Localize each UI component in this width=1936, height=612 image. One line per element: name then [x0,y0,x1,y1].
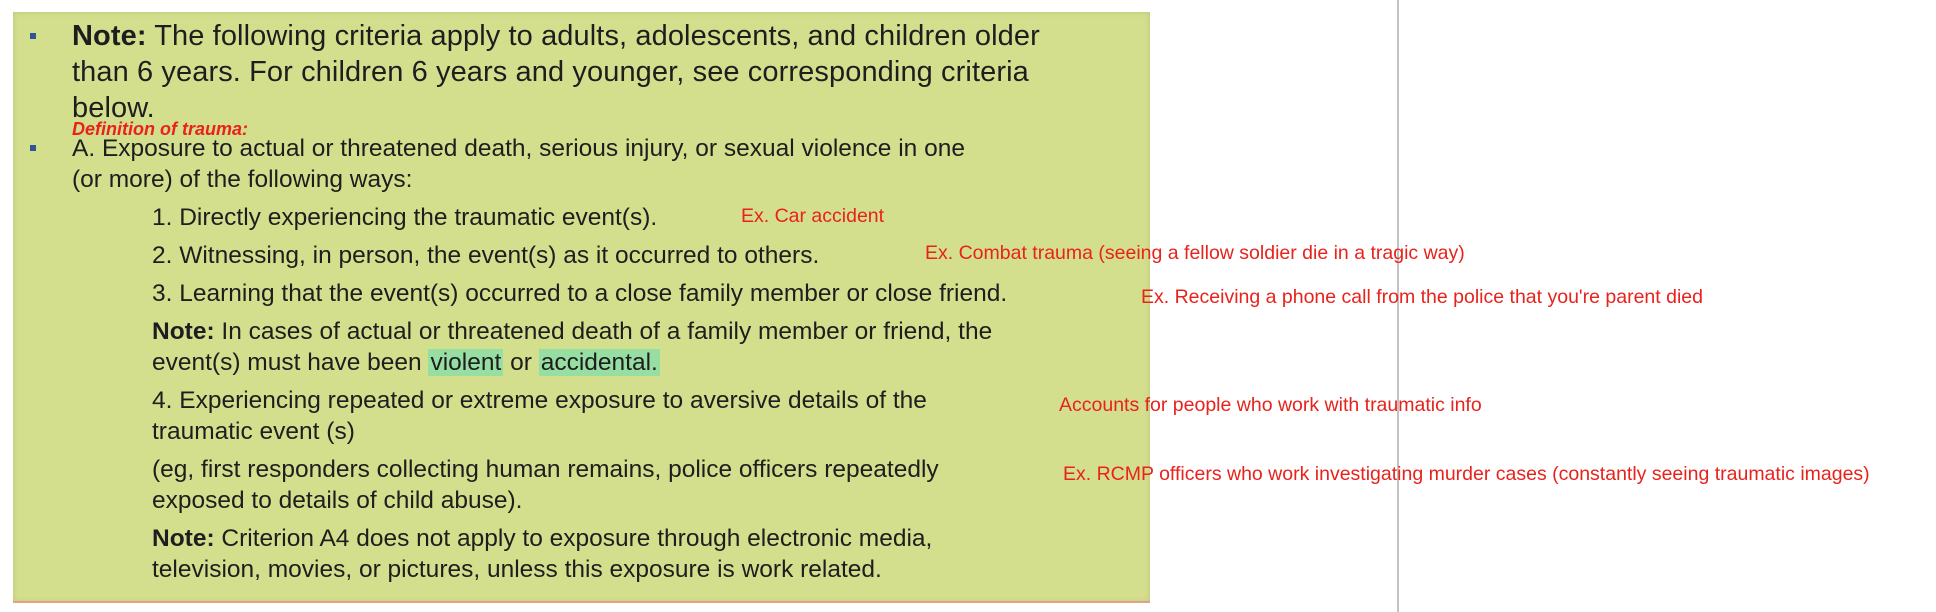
item-1: 1. Directly experiencing the traumatic event(s). [152,204,658,231]
highlight-violent: violent [430,349,502,376]
item-4-line-1: 4. Experiencing repeated or extreme exposure to aversive details of the [152,387,927,414]
item-1-annotation: Ex. Car accident [741,205,885,227]
item-4-annotation: Accounts for people who work with traumatic info [1059,394,1482,416]
note2-line-2: event(s) must have been violent or accidental. [152,349,658,376]
note3-line-1: Note: Criterion A4 does not apply to exposure through electronic media, [152,525,933,552]
note-line-1: Note: The following criteria apply to adults, adolescents, and children older [72,20,1040,52]
item-4-line-2: traumatic event (s) [152,418,355,445]
bullet-icon [30,145,36,151]
bullet-icon [30,33,36,39]
note3-label: Note: [152,525,215,552]
definition-of-trauma-annotation: Definition of trauma: [72,119,248,139]
item-3: 3. Learning that the event(s) occurred to a close family member or close friend. [152,280,1008,307]
note2-line-1: Note: In cases of actual or threatened death of a family member or friend, the [152,318,993,345]
highlight-accidental: accidental. [540,349,658,376]
criterion-a-line-2: (or more) of the following ways: [72,166,413,193]
item-3-annotation: Ex. Receiving a phone call from the police that you're parent died [1141,286,1703,308]
item-2-annotation: Ex. Combat trauma (seeing a fellow soldier die in a tragic way) [925,242,1465,264]
example-line-2: exposed to details of child abuse). [152,487,523,514]
item-2: 2. Witnessing, in person, the event(s) as it occurred to others. [152,242,820,269]
example-line-1: (eg, first responders collecting human remains, police officers repeatedly [152,456,939,483]
note3-line-2: television, movies, or pictures, unless this exposure is work related. [152,556,882,583]
page-edge-line [13,601,1150,603]
criterion-a-line-1: A. Exposure to actual or threatened death, serious injury, or sexual violence in one [72,135,965,162]
note-line-3: below. [72,92,155,124]
note-label: Note: [72,20,147,52]
note2-label: Note: [152,318,215,345]
example-annotation: Ex. RCMP officers who work investigating murder cases (constantly seeing traumatic images) [1063,463,1870,485]
note-line-2: than 6 years. For children 6 years and younger, see corresponding criteria [72,56,1029,88]
